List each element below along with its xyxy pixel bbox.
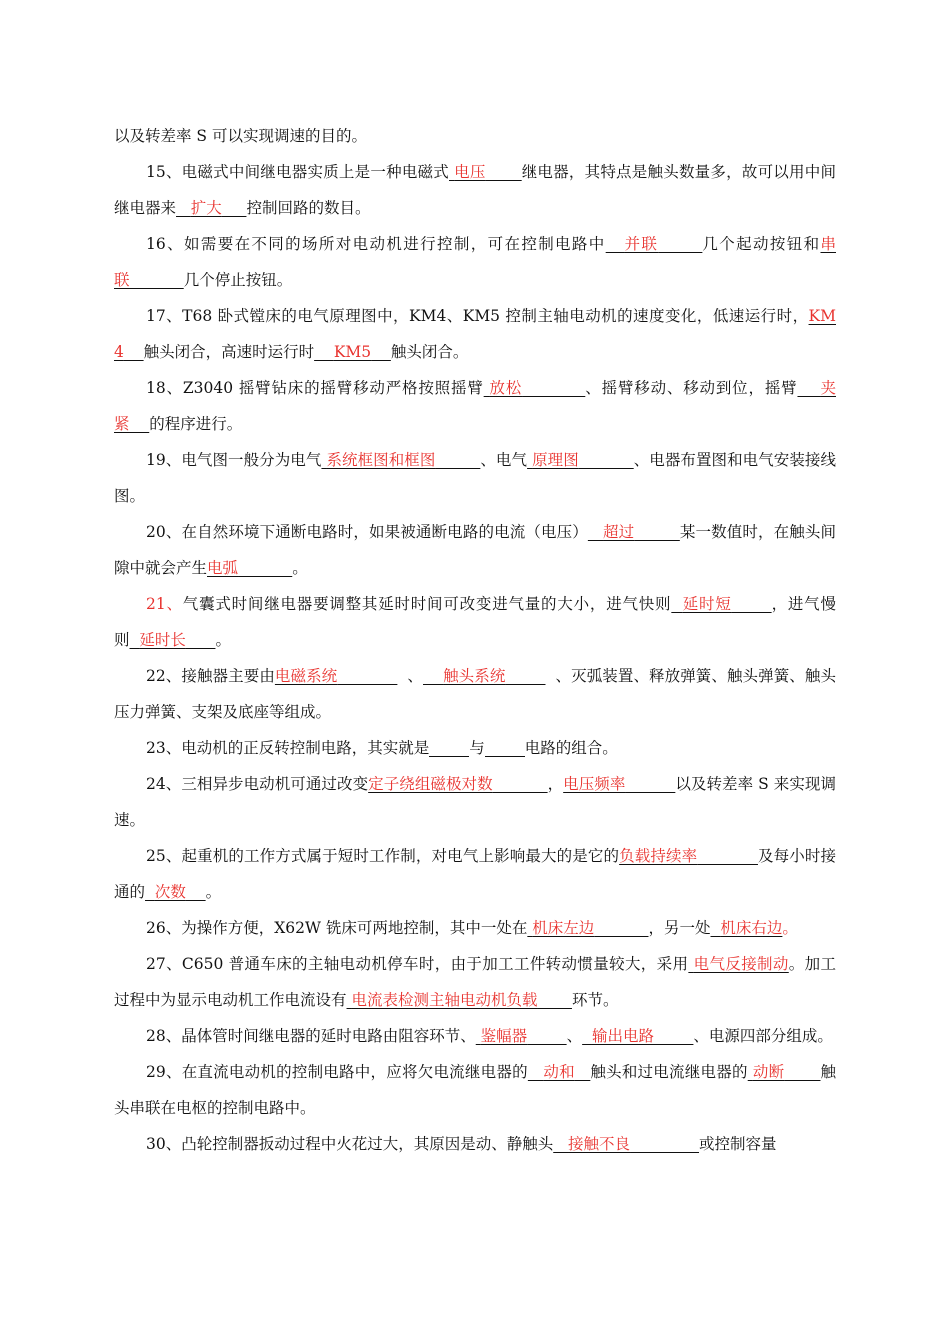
q22-text-b: 、 (407, 667, 424, 685)
question-19 (114, 442, 836, 514)
q16-answer-2: 串联 (114, 235, 836, 289)
q19-answer-1: 系统框图和框图 (326, 451, 436, 469)
q18-text-a: 18、Z3040 摇臂钻床的摇臂移动严格按照摇臂 (146, 379, 484, 397)
question-21 (114, 586, 836, 658)
q20-answer-2: 电弧 (207, 559, 239, 577)
question-15 (114, 154, 836, 226)
q26-text-a: 26、为操作方便，X62W 铣床可两地控制，其中一处在 (146, 919, 528, 937)
q16-answer-1: 并联 (624, 235, 659, 253)
q30-text-a: 30、凸轮控制器扳动过程中火花过大，其原因是动、静触头 (146, 1135, 554, 1153)
q20-text-c: 。 (292, 559, 308, 577)
q24-text-a: 24、三相异步电动机可通过改变 (146, 775, 369, 793)
q23-text-a: 23、电动机的正反转控制电路，其实就是 (146, 739, 430, 757)
question-22 (114, 658, 836, 730)
q26-answer-2: 机床右边 (720, 919, 783, 937)
q30-text-b: 或控制容量 (699, 1135, 777, 1153)
q21-answer-1: 延时短 (682, 595, 732, 613)
q21-text-c: 。 (215, 631, 231, 649)
q18-answer-2: 夹紧 (114, 379, 836, 433)
q25-answer-2: 次数 (154, 883, 186, 901)
q26-text-c: 。 (782, 919, 798, 937)
q22-answer-2: 触头系统 (443, 667, 506, 685)
q29-text-c: 触头串联在电枢的控制电路中。 (114, 1063, 837, 1117)
question-23 (114, 730, 836, 766)
q28-text-a: 28、晶体管时间继电器的延时电路由阻容环节、 (146, 1027, 476, 1045)
q21-number: 21、 (146, 595, 183, 613)
question-25 (114, 838, 836, 910)
q15-text-a: 15、电磁式中间继电器实质上是一种电磁式 (146, 163, 449, 181)
q24-text-b: ， (547, 775, 564, 793)
q17-text-a: 17、T68 卧式镗床的电气原理图中，KM4、KM5 控制主轴电动机的速度变化，低速运行时， (146, 307, 809, 325)
q27-answer-2: 电流表检测主轴电动机负载 (351, 991, 538, 1009)
q17-answer-1: KM4 (114, 307, 836, 361)
q24-answer-1: 定子绕组磁极对数 (368, 775, 493, 793)
q29-text-b: 触头和过电流继电器的 (590, 1063, 748, 1081)
question-27 (114, 946, 836, 1018)
q29-text-a: 29、在直流电动机的控制电路中，应将欠电流继电器的 (146, 1063, 528, 1081)
q19-text-a: 19、电气图一般分为电气 (146, 451, 322, 469)
q17-text-b: 触头闭合，高速时运行时 (143, 343, 315, 361)
q29-answer-2: 动断 (752, 1063, 785, 1081)
q25-answer-1: 负载持续率 (619, 847, 698, 865)
q28-answer-2: 输出电路 (591, 1027, 654, 1045)
document-page (114, 118, 836, 1162)
q23-blank-2[interactable] (485, 738, 525, 757)
question-24 (114, 766, 836, 838)
q27-text-c: 环节。 (571, 991, 619, 1009)
q15-text-c: 控制回路的数目。 (246, 199, 371, 217)
q28-text-b: 、 (566, 1027, 583, 1045)
q22-text-a: 22、接触器主要由 (146, 667, 275, 685)
q19-text-c: 、电器布置图和电气安装接线图。 (114, 451, 836, 505)
q18-text-b: 、摇臂移动、移动到位，摇臂 (585, 379, 798, 397)
q16-text-a: 16、如需要在不同的场所对电动机进行控制，可在控制电路中 (146, 235, 606, 253)
q24-text-c: 以及转差率 S 来实现调速。 (114, 775, 836, 829)
q20-text-b: 某一数值时，在触头间隙中就会产生 (114, 523, 836, 577)
question-20 (114, 514, 836, 586)
q23-blank-1[interactable] (429, 738, 469, 757)
q23-text-c: 电路的组合。 (524, 739, 618, 757)
q22-answer-1: 电磁系统 (274, 667, 338, 685)
question-18 (114, 370, 836, 442)
question-29 (114, 1054, 836, 1126)
q20-answer-1: 超过 (603, 523, 635, 541)
question-17 (114, 298, 836, 370)
question-16 (114, 226, 836, 298)
question-28 (114, 1018, 836, 1054)
q14-text: 以及转差率 S 可以实现调速的目的。 (114, 127, 367, 145)
q15-answer-1: 电压 (454, 163, 486, 181)
q27-text-a: 27、C650 普通车床的主轴电动机停车时，由于加工工件转动惯量较大，采用 (146, 955, 689, 973)
q20-text-a: 20、在自然环境下通断电路时，如果被通断电路的电流（电压） (146, 523, 588, 541)
q25-text-c: 。 (205, 883, 222, 901)
q19-answer-2: 原理图 (532, 451, 579, 469)
q24-answer-2: 电压频率 (563, 775, 626, 793)
q21-text-a: 气囊式时间继电器要调整其延时时间可改变进气量的大小，进气快则 (182, 595, 672, 613)
q18-text-c: 的程序进行。 (149, 415, 243, 433)
question-30 (114, 1126, 836, 1162)
question-26 (114, 910, 836, 946)
q26-text-b: ，另一处 (648, 919, 711, 937)
q16-text-b: 几个起动按钮和 (702, 235, 821, 253)
q16-text-c: 几个停止按钮。 (183, 271, 293, 289)
q26-answer-1: 机床左边 (532, 919, 595, 937)
q29-answer-1: 动和 (543, 1063, 575, 1081)
q27-answer-1: 电气反接制动 (693, 955, 789, 973)
q18-answer-1: 放松 (489, 379, 523, 397)
q17-text-c: 触头闭合。 (390, 343, 469, 361)
q15-answer-2: 扩大 (190, 199, 222, 217)
q19-text-b: 、电气 (480, 451, 528, 469)
q25-text-a: 25、起重机的工作方式属于短时工作制，对电气上影响最大的是它的 (146, 847, 620, 865)
q25-text-b: 及每小时接通的 (114, 847, 836, 901)
q22-text-c: 、灭弧装置、释放弹簧、触头弹簧、触头压力弹簧、支架及底座等组成。 (114, 667, 836, 721)
q28-text-c: 、电源四部分组成。 (693, 1027, 833, 1045)
q30-answer-1: 接触不良 (568, 1135, 631, 1153)
q17-answer-2: KM5 (333, 343, 372, 361)
q28-answer-1: 鉴幅器 (480, 1027, 528, 1045)
q15-text-b: 继电器，其特点是触头数量多，故可以用中间继电器来 (114, 163, 836, 217)
q21-answer-2: 延时长 (139, 631, 186, 649)
q21-text-b: ，进气慢则 (114, 595, 836, 649)
q14-tail (114, 118, 836, 154)
q23-text-b: 与 (469, 739, 485, 757)
q27-text-b: 。加工过程中为显示电动机工作电流设有 (114, 955, 836, 1009)
